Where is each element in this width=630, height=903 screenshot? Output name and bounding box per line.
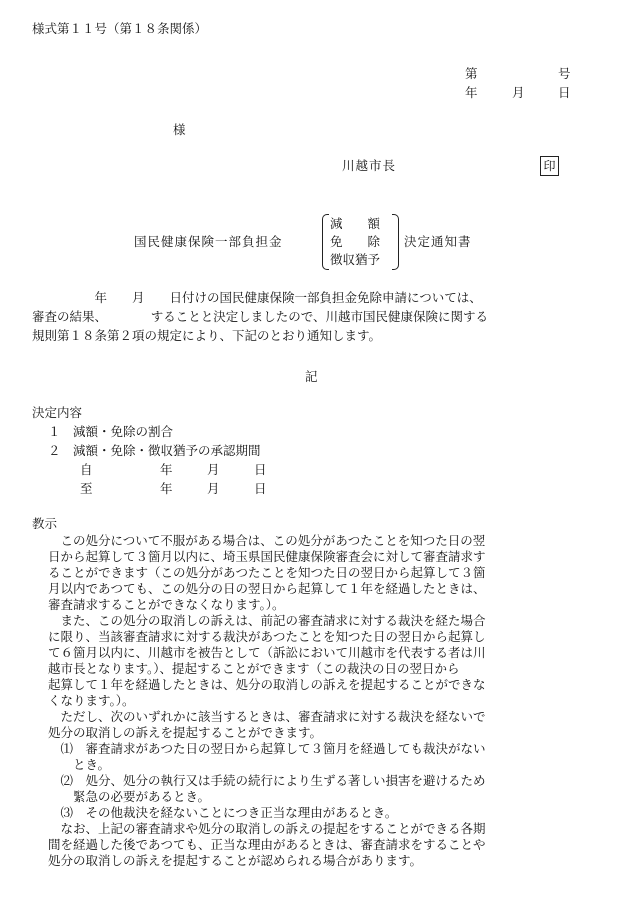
date-year-label: 年 xyxy=(465,85,478,100)
instruction-line: 起算して１年を経過したときは、処分の取消しの訴えを提起することができな xyxy=(48,677,486,692)
instruction-line: 処分の取消しの訴えを提起することができます。 xyxy=(48,725,323,740)
instruction-line: とき。 xyxy=(48,757,111,772)
period-from-year: 年 xyxy=(160,462,173,477)
body-line-1: 年 月 日付けの国民健康保険一部負担金免除申請については、 xyxy=(32,290,482,305)
period-to-year: 年 xyxy=(160,481,173,496)
instruction-line: に限り、当該審査請求に対する裁決があつたことを知つた日の翌日から起算し xyxy=(48,629,486,644)
form-number: 様式第１１号（第１８条関係） xyxy=(32,21,208,36)
body-line-3: 規則第１８条第２項の規定により、下記のとおり通知します。 xyxy=(32,328,382,343)
instruction-line: ることができます（この処分があつたことを知つた日の翌日から起算して３箇 xyxy=(48,565,486,580)
issuer-name: 川越市長 xyxy=(342,158,397,173)
instruction-line: 越市長となります。）、提起することができます（この裁決の日の翌日から xyxy=(48,661,460,676)
instruction-line: て６箇月以内に、川越市を被告として（訴訟において川越市を代表する者は川 xyxy=(48,645,486,660)
instruction-line: ⑴ 審査請求があつた日の翌日から起算して３箇月を経過しても裁決がない xyxy=(48,741,486,756)
decision-item-1: １ 減額・免除の割合 xyxy=(48,424,174,439)
instruction-line: なお、上記の審査請求や処分の取消しの訴えの提起をすることができる各期 xyxy=(48,821,486,836)
instruction-heading: 教示 xyxy=(32,516,58,531)
decision-heading: 決定内容 xyxy=(32,405,83,420)
instruction-line: 処分の取消しの訴えを提起することが認められる場合があります。 xyxy=(48,853,423,868)
period-from-day: 日 xyxy=(254,462,267,477)
period-to-month: 月 xyxy=(207,481,220,496)
body-line-2: 審査の結果、 することと決定しましたので、川越市国民健康保険に関する xyxy=(32,309,489,324)
period-from-label: 自 xyxy=(80,462,93,477)
instruction-line: 間を経過した後であつても、正当な理由があるときは、審査請求をすることや xyxy=(48,837,486,852)
instruction-line: ⑵ 処分、処分の執行又は手続の続行により生ずる著しい損害を避けるため xyxy=(48,773,486,788)
decision-item-2: ２ 減額・免除・徴収猶予の承認期間 xyxy=(48,443,261,458)
title-option-deferral: 徴収猶予 xyxy=(330,252,381,267)
instruction-line: また、この処分の取消しの訴えは、前記の審査請求に対する裁決を経た場合 xyxy=(48,613,486,628)
period-to-label: 至 xyxy=(80,481,93,496)
instruction-line: 日から起算して３箇月以内に、埼玉県国民健康保険審査会に対して審査請求す xyxy=(48,549,486,564)
title-option-reduction: 減 額 xyxy=(330,216,381,231)
title-option-exemption: 免 除 xyxy=(330,234,381,249)
date-month-label: 月 xyxy=(512,85,525,100)
title-bracket-left xyxy=(322,214,329,270)
period-from-month: 月 xyxy=(207,462,220,477)
date-day-label: 日 xyxy=(558,85,571,100)
ki-heading: 記 xyxy=(305,369,318,384)
instruction-line: ⑶ その他裁決を経ないことにつき正当な理由があるとき。 xyxy=(48,805,398,820)
notice-number-prefix: 第 xyxy=(465,66,478,81)
title-bracket-right xyxy=(392,214,399,270)
instruction-line: ただし、次のいずれかに該当するときは、審査請求に対する裁決を経ないで xyxy=(48,709,486,724)
instruction-line: 月以内であつても、この処分の日の翌日から起算して１年を経過したときは、 xyxy=(48,581,486,596)
seal-mark: 印 xyxy=(540,156,559,176)
period-to-day: 日 xyxy=(254,481,267,496)
instruction-line: くなります。）。 xyxy=(48,693,135,708)
addressee-suffix: 様 xyxy=(173,122,186,137)
title-prefix: 国民健康保険一部負担金 xyxy=(134,234,283,249)
title-suffix: 決定通知書 xyxy=(404,234,472,249)
instruction-line: 審査請求することができなくなります。）。 xyxy=(48,597,285,612)
notice-number-suffix: 号 xyxy=(558,66,571,81)
instruction-line: この処分について不服がある場合は、この処分があつたことを知つた日の翌 xyxy=(48,533,486,548)
instruction-line: 緊急の必要があるとき。 xyxy=(48,789,211,804)
